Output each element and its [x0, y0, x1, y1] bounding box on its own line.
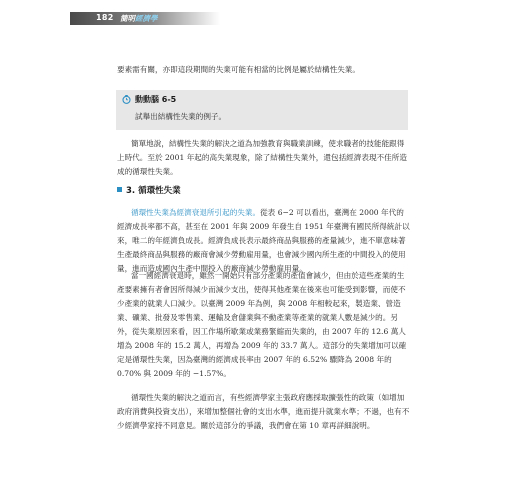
page-number: 182	[96, 13, 114, 22]
activity-title: 動動腦 6-5	[135, 95, 177, 104]
book-title-prefix: 簡明	[120, 14, 135, 23]
paragraph-structural: 簡單地說，結構性失業的解決之道為加強教育與職業訓練，使求職者的技能能跟得上時代。至於 2001 年起的高失業現象，除了結構性失業外，還包括經濟表現不佳所造成的循環性失業。	[117, 139, 407, 176]
cyclical-definition: 循環性失業為經濟衰退所引起的失業。	[131, 208, 261, 217]
paragraph-chain: 當一國經濟衰退時，雖然一開始只有部分產業的產值會減少，但由於這些產業的生產要素擁有者會因所得減少而減少支出，使得其他產業在後來也可能受到影響，而使不少產業的就業人口減少。以臺灣 2009 年為例，與 2008 年相較起來，製造業、營造業、礦業、批發及零售業、運輸及倉儲業與不動產業等產業的就業人數是減少的。另外，從失業原因來看，因工作場所歇業或業務緊縮而失業的，由 2007 年的 12.6 萬人增為 2008 年的 15.2 萬人，再增為 2009 年的 33.7 萬人。這部分的失業增加可以確定是循環性失業，因為臺灣的經濟成長率由 2007 年的 6.52% 驟降為 2008 年的 0.70% 與 2009 年的 −1.57%。	[117, 271, 407, 378]
book-title-accent: 經濟學	[135, 14, 158, 23]
activity-task: 試舉出結構性失業的例子。	[135, 112, 227, 121]
paragraph-cyclical	[117, 206, 411, 276]
activity-box	[116, 90, 408, 130]
intro-paragraph: 要素需有關，亦即這段期間的失業可能有相當的比例是屬於結構性失業。	[117, 65, 360, 74]
cyclical-body: 從表 6−2 可以看出，臺灣在 2000 年代的經濟成長率都不高，甚至在 2001 年與 2009 年發生自 1951 年臺灣有國民所得統計以來，唯二的年經濟負成長。經濟負成長表示最終商品與服務的產量減少，進不單意味著生產最終商品與服務的廠商會減少勞動雇用量，也會減少國內所生產的中間投入的使用量，進而造成國內生產中間投入的廠商減少勞動雇用量。	[117, 208, 410, 273]
section-heading-text: 3. 循環性失業	[126, 186, 181, 196]
paragraph-solution: 循環性失業的解決之道而言，有些經濟學家主張政府應採取擴張性的政策（如增加政府消費與投資支出），來增加整個社會的支出水準，進而提升就業水準；不過，也有不少經濟學家持不同意見。關於這部分的爭議，我們會在第 10 章再詳細說明。	[117, 393, 410, 430]
clock-icon	[122, 95, 131, 104]
section-bullet	[117, 187, 122, 192]
section-heading	[117, 184, 181, 196]
book-title	[120, 13, 158, 24]
